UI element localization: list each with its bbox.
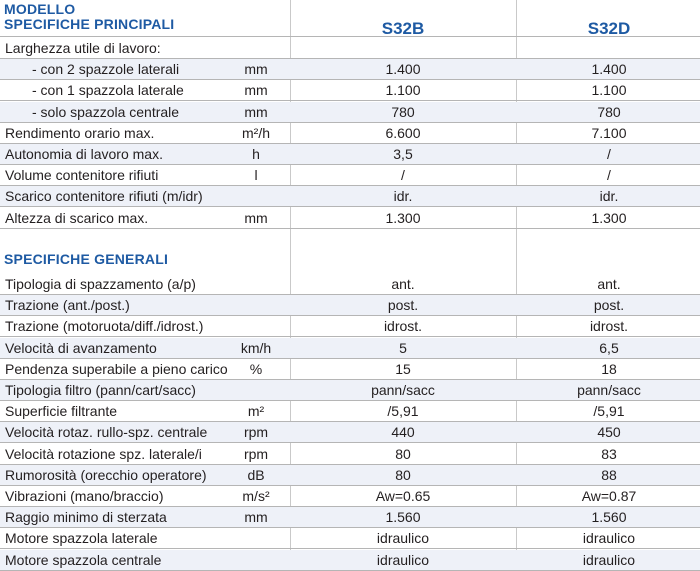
table-row bbox=[0, 208, 700, 229]
spec-value-s32b: idraulico bbox=[376, 530, 430, 547]
spec-value-s32d: pann/sacc bbox=[577, 382, 641, 398]
spec-value-s32d: idraulico bbox=[582, 551, 636, 568]
spec-value-s32d: 1.300 bbox=[591, 209, 627, 226]
spec-value-s32d: idrost. bbox=[589, 318, 629, 335]
spec-value-s32b: /5,91 bbox=[387, 403, 419, 420]
spec-unit: m/s² bbox=[242, 488, 270, 504]
spec-value-s32b: 780 bbox=[391, 103, 415, 120]
table-row bbox=[0, 380, 700, 401]
spec-value-s32d: 18 bbox=[601, 360, 617, 377]
spec-unit bbox=[230, 380, 282, 401]
spec-value-s32b: 1.300 bbox=[385, 209, 421, 226]
table-row bbox=[0, 38, 700, 59]
table-row bbox=[0, 486, 700, 507]
table-row bbox=[0, 102, 700, 123]
spec-label: Tipologia filtro (pann/cart/sacc) bbox=[5, 382, 196, 398]
spec-value-s32b: 15 bbox=[395, 360, 411, 377]
spec-label: Tipologia di spazzamento (a/p) bbox=[5, 276, 196, 292]
spec-unit: mm bbox=[244, 103, 268, 120]
spec-label: Trazione (ant./post.) bbox=[5, 297, 130, 314]
spec-label: - con 1 spazzola laterale bbox=[32, 82, 184, 99]
spec-unit: rpm bbox=[243, 445, 269, 462]
spec-value-s32d: 6,5 bbox=[599, 339, 619, 356]
spec-value-s32b: idrost. bbox=[383, 318, 423, 335]
spec-value-s32b: 1.400 bbox=[385, 61, 421, 78]
spec-value-s32b: Aw=0.65 bbox=[375, 488, 431, 504]
spec-unit: m² bbox=[247, 403, 265, 420]
table-row bbox=[0, 274, 700, 295]
spec-label: Motore spazzola laterale bbox=[5, 530, 158, 547]
spec-label: Autonomia di lavoro max. bbox=[5, 146, 163, 162]
model-header-s32b: S32B bbox=[381, 19, 425, 38]
table-row bbox=[0, 123, 700, 144]
spec-label: Trazione (motoruota/diff./idrost.) bbox=[5, 318, 204, 335]
spec-label: Superficie filtrante bbox=[5, 403, 118, 420]
table-row bbox=[0, 59, 700, 80]
spec-value-s32b bbox=[298, 38, 508, 59]
spec-unit bbox=[230, 528, 282, 549]
table-row bbox=[0, 316, 700, 337]
spec-unit bbox=[230, 295, 282, 316]
model-title: MODELLO bbox=[4, 1, 76, 17]
general-specs-title: SPECIFICHE GENERALI bbox=[4, 251, 169, 267]
spec-label: Scarico contenitore rifiuti (m/idr) bbox=[5, 188, 203, 205]
spec-value-s32b: idraulico bbox=[376, 551, 430, 568]
spec-label: Velocità rotazione spz. laterale/i bbox=[5, 445, 202, 462]
table-row bbox=[0, 550, 700, 571]
spec-value-s32b: ant. bbox=[391, 276, 415, 292]
spec-unit: rpm bbox=[243, 424, 269, 441]
spec-value-s32d: 7.100 bbox=[591, 124, 627, 141]
spec-label: Velocità di avanzamento bbox=[5, 339, 157, 356]
spec-value-s32d: 83 bbox=[601, 445, 617, 462]
table-row bbox=[0, 422, 700, 443]
spec-label: Altezza di scarico max. bbox=[5, 209, 149, 226]
spec-value-s32b: 3,5 bbox=[393, 146, 413, 162]
spec-value-s32b: 80 bbox=[395, 466, 411, 483]
spec-unit: mm bbox=[244, 209, 268, 226]
spec-value-s32d: / bbox=[607, 167, 611, 184]
spec-unit bbox=[230, 316, 282, 337]
spec-value-s32d: / bbox=[607, 146, 611, 162]
spec-unit bbox=[230, 38, 282, 59]
table-row bbox=[0, 295, 700, 316]
spec-unit: l bbox=[254, 167, 258, 184]
table-row bbox=[0, 528, 700, 549]
spec-value-s32b: 1.560 bbox=[385, 509, 421, 526]
spec-value-s32b: pann/sacc bbox=[371, 382, 435, 398]
spec-unit: mm bbox=[244, 509, 268, 526]
spec-value-s32b: idr. bbox=[393, 188, 413, 205]
table-row bbox=[0, 359, 700, 380]
spec-value-s32d: 1.400 bbox=[591, 61, 627, 78]
spec-label: Volume contenitore rifiuti bbox=[5, 167, 159, 184]
spec-value-s32d bbox=[524, 38, 694, 59]
spec-value-s32b: 6.600 bbox=[385, 124, 421, 141]
spec-unit: m²/h bbox=[242, 124, 270, 141]
spec-value-s32d: Aw=0.87 bbox=[581, 488, 637, 504]
table-row bbox=[0, 444, 700, 465]
spec-unit: mm bbox=[244, 61, 268, 78]
spec-unit: % bbox=[249, 360, 263, 377]
spec-unit: km/h bbox=[240, 339, 272, 356]
table-row bbox=[0, 186, 700, 207]
spec-label: Rumorosità (orecchio operatore) bbox=[5, 466, 207, 483]
spec-value-s32d: 1.100 bbox=[591, 82, 627, 99]
spec-label: Larghezza utile di lavoro: bbox=[5, 40, 161, 56]
spec-value-s32d: 1.560 bbox=[591, 509, 627, 526]
spec-label: Raggio minimo di sterzata bbox=[5, 509, 167, 526]
spec-label: Pendenza superabile a pieno carico bbox=[5, 360, 228, 377]
spec-value-s32d: ant. bbox=[597, 276, 621, 292]
spec-value-s32d: idraulico bbox=[582, 530, 636, 547]
spec-unit: mm bbox=[244, 82, 268, 99]
spec-label: Vibrazioni (mano/braccio) bbox=[5, 488, 164, 504]
spec-value-s32d: /5,91 bbox=[593, 403, 625, 420]
table-row bbox=[0, 80, 700, 101]
spec-value-s32b: / bbox=[401, 167, 405, 184]
spec-value-s32b: 5 bbox=[399, 339, 407, 356]
spec-value-s32d: 88 bbox=[601, 466, 617, 483]
model-header-s32d: S32D bbox=[587, 19, 631, 38]
header-divider bbox=[0, 36, 700, 37]
spec-value-s32b: 1.100 bbox=[385, 82, 421, 99]
main-specs-title: SPECIFICHE PRINCIPALI bbox=[4, 16, 175, 32]
spec-unit bbox=[230, 186, 282, 207]
spec-label: Motore spazzola centrale bbox=[5, 551, 162, 568]
spec-unit bbox=[230, 550, 282, 571]
spec-value-s32d: post. bbox=[593, 297, 625, 314]
spec-value-s32d: idr. bbox=[599, 188, 619, 205]
table-row bbox=[0, 165, 700, 186]
table-row bbox=[0, 338, 700, 359]
spec-label: Velocità rotaz. rullo-spz. centrale bbox=[5, 424, 208, 441]
spec-label: Rendimento orario max. bbox=[5, 124, 155, 141]
table-row bbox=[0, 401, 700, 422]
spec-label: - con 2 spazzole laterali bbox=[32, 61, 180, 78]
table-row bbox=[0, 144, 700, 165]
spec-unit: dB bbox=[247, 466, 265, 483]
table-row bbox=[0, 465, 700, 486]
spec-value-s32b: 80 bbox=[395, 445, 411, 462]
spec-value-s32d: 450 bbox=[597, 424, 621, 441]
table-row bbox=[0, 507, 700, 528]
spec-label: - solo spazzola centrale bbox=[32, 103, 180, 120]
spec-unit: h bbox=[252, 146, 260, 162]
spec-unit bbox=[230, 274, 282, 295]
spec-value-s32b: post. bbox=[387, 297, 419, 314]
spec-value-s32d: 780 bbox=[597, 103, 621, 120]
spec-value-s32b: 440 bbox=[391, 424, 415, 441]
